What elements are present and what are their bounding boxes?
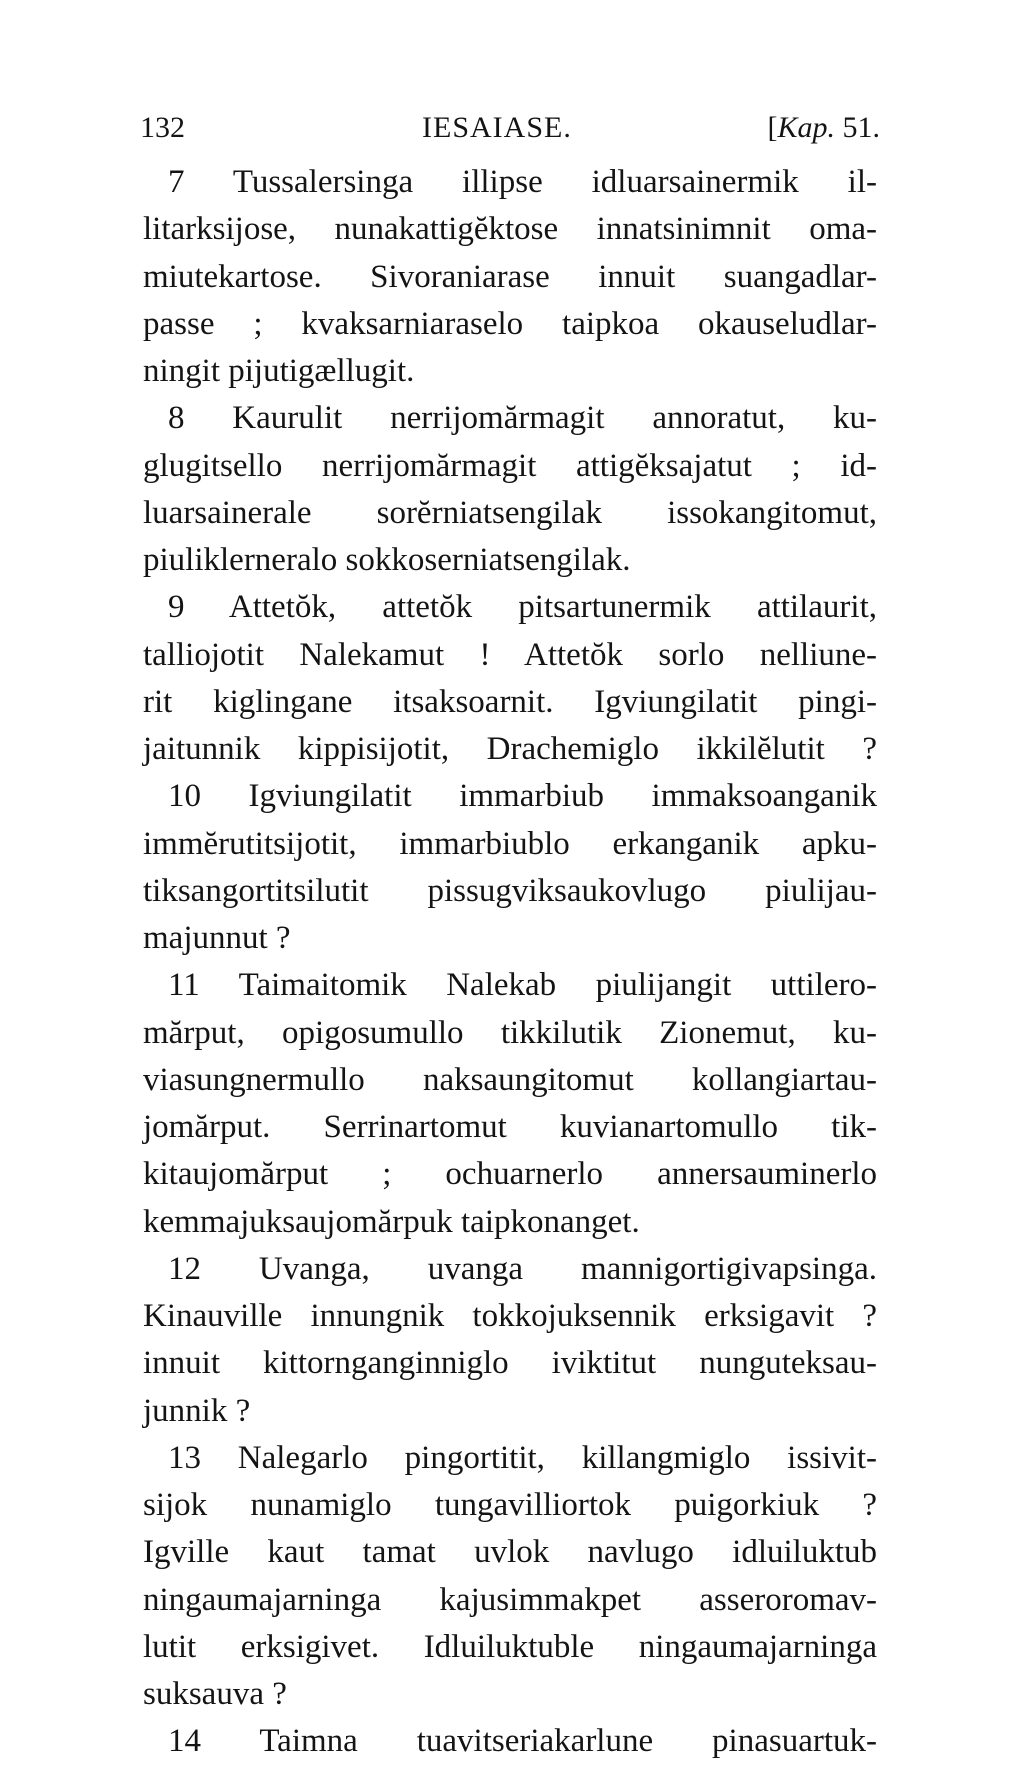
text-line: kemmajuksaujomărpuk taipkonanget. — [143, 1203, 640, 1240]
text-line: glugitsello nerrijomărmagit attigĕksajatut ; id- — [143, 447, 877, 484]
text-line: passe ; kvaksarniaraselo taipkoa okauseludlar- — [143, 305, 877, 342]
text-line: 14 Taimna tuavitseriakarlune pinasuartuk- — [168, 1723, 877, 1760]
text-line: luarsainerale sorĕrniatsengilak issokangitomut, — [143, 494, 877, 531]
text-line: suksauva ? — [143, 1676, 287, 1712]
text-line: 12 Uvanga, uvanga mannigortigivapsinga. — [168, 1250, 877, 1287]
text-line: innuit kittornganginniglo iviktitut nunguteksau- — [143, 1345, 877, 1382]
text-line: Igville kaut tamat uvlok navlugo idluiluktub — [143, 1534, 877, 1571]
text-line: sijok nunamiglo tungavilliortok puigorkiuk ? — [143, 1487, 877, 1523]
chapter-number: 51. — [842, 111, 880, 144]
text-line: 7 Tussalersinga illipse idluarsainermik il- — [168, 164, 877, 200]
chapter-bracket: [ — [767, 111, 778, 144]
text-line: rit kiglingane itsaksoarnit. Igviungilatit pingi- — [143, 683, 877, 720]
text-line: miutekartose. Sivoraniarase innuit suangadlar- — [143, 258, 877, 295]
text-line: Kinauville innungnik tokkojuksennik erksigavit ? — [143, 1298, 877, 1334]
text-line: junnik ? — [143, 1392, 251, 1429]
text-line: 13 Nalegarlo pingortitit, killangmiglo issivit- — [168, 1439, 877, 1476]
running-head — [140, 106, 880, 150]
text-line: talliojotit Nalekamut ! Attetŏk sorlo nelliune- — [143, 636, 877, 673]
text-line: kitaujomărput ; ochuarnerlo annersauminerlo — [143, 1156, 877, 1193]
text-line: lutit erksigivet. Idluiluktuble ningaumajarninga — [143, 1628, 877, 1665]
verse-text-block — [143, 159, 877, 1766]
text-line: 10 Igviungilatit immarbiub immaksoanganik — [168, 778, 877, 815]
text-line: mărput, opigosumullo tikkilutik Zionemut, ku- — [143, 1014, 877, 1051]
text-line: jomărput. Serrinartomut kuvianartomullo tik- — [143, 1109, 877, 1145]
text-line: majunnut ? — [143, 920, 291, 956]
text-line: jaitunnik kippisijotit, Drachemiglo ikkilĕlutit ? — [143, 731, 877, 767]
text-line: ningaumajarninga kajusimmakpet asseroromav- — [143, 1581, 877, 1618]
chapter-label: Kap. — [777, 111, 835, 144]
text-line: 11 Taimaitomik Nalekab piulijangit uttilero- — [168, 967, 877, 1004]
text-line: 9 Attetŏk, attetŏk pitsartunermik attilaurit, — [168, 589, 877, 626]
text-line: 8 Kaurulit nerrijomărmagit annoratut, ku- — [168, 400, 877, 437]
text-line: ningit pijutigællugit. — [143, 353, 415, 389]
text-line: viasungnermullo naksaungitomut kollangiartau- — [143, 1061, 877, 1098]
chapter-reference — [767, 106, 880, 150]
text-line: immĕrutitsijotit, immarbiublo erkanganik apku- — [143, 825, 877, 862]
page-number: 132 — [140, 111, 185, 144]
text-line: litarksijose, nunakattigĕktose innatsinimnit oma- — [143, 211, 877, 248]
text-line: tiksangortitsilutit pissugviksaukovlugo piulijau- — [143, 872, 877, 909]
book-title: IESAIASE. — [422, 111, 572, 144]
text-line: piuliklerneralo sokkoserniatsengilak. — [143, 542, 631, 578]
